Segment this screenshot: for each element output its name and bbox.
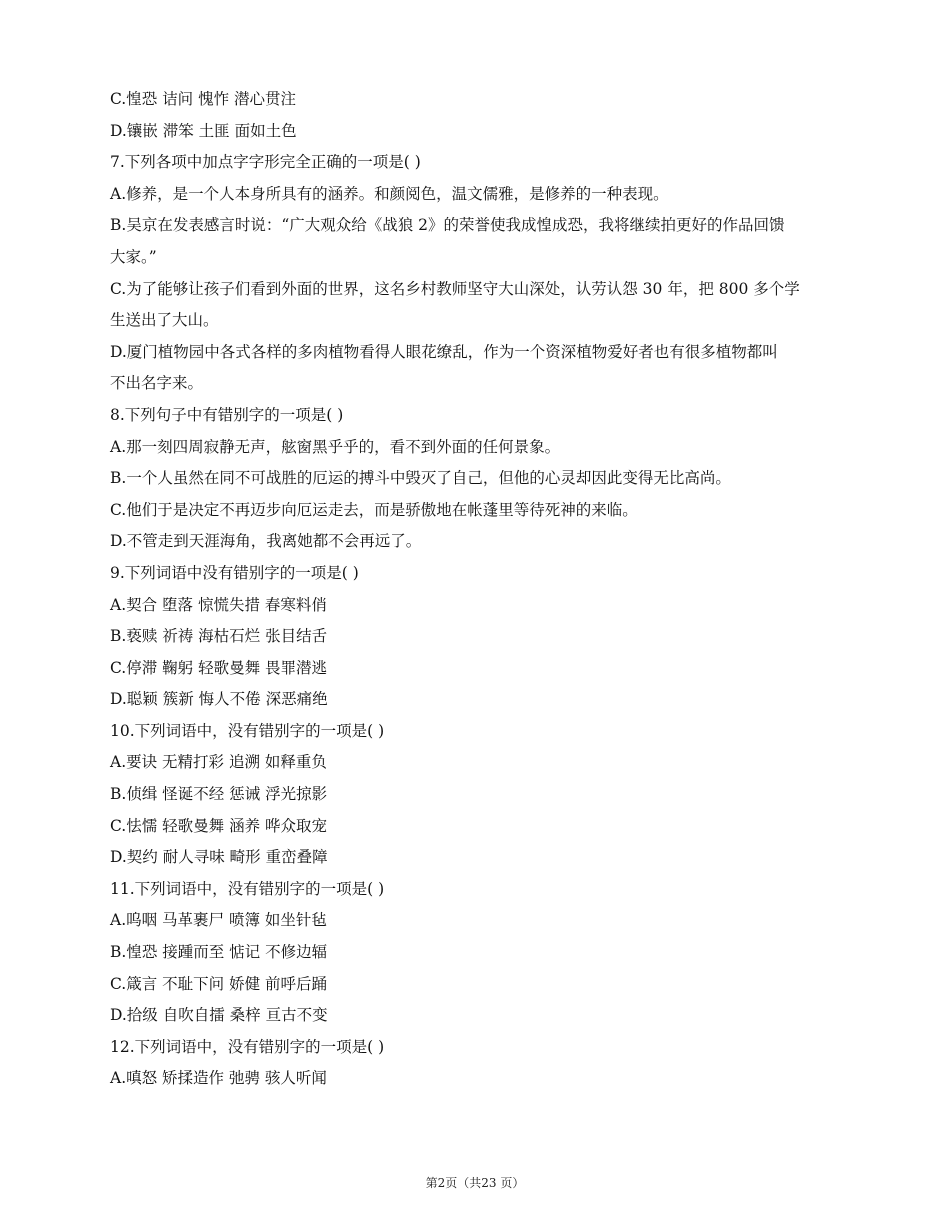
q12-option-a: A.嗔怒 矫揉造作 弛骋 骇人听闻 <box>110 1069 327 1088</box>
q10-option-b: B.侦缉 怪诞不经 惩诫 浮光掠影 <box>110 785 328 804</box>
q9-option-a: A.契合 堕落 惊慌失措 春寒料俏 <box>110 595 327 614</box>
q7-option-a: A.修养，是一个人本身所具有的涵养。和颜阅色，温文儒雅，是修养的一种表现。 <box>110 184 669 203</box>
q8-option-d: D.不管走到天涯海角，我离她都不会再远了。 <box>110 532 422 551</box>
question-12-stem: 12.下列词语中，没有错别字的一项是( ) <box>110 1037 385 1056</box>
q9-option-b: B.亵赎 祈祷 海枯石烂 张目结舌 <box>110 627 328 646</box>
question-content <box>110 84 830 1095</box>
q10-option-c: C.怯懦 轻歌曼舞 涵养 哗众取宠 <box>110 816 328 835</box>
q11-option-c: C.箴言 不耻下问 娇健 前呼后踊 <box>110 974 328 993</box>
question-8-stem: 8.下列句子中有错别字的一项是( ) <box>110 405 344 424</box>
q8-option-b: B.一个人虽然在同不可战胜的厄运的搏斗中毁灭了自己，但他的心灵却因此变得无比高尚。 <box>110 469 731 488</box>
question-11-stem: 11.下列词语中，没有错别字的一项是( ) <box>110 879 385 898</box>
q9-option-c: C.停滞 鞠躬 轻歌曼舞 畏罪潜逃 <box>110 658 328 677</box>
option-d-q6: D.镶嵌 滞笨 土匪 面如土色 <box>110 121 297 140</box>
q7-option-b-line1: B.吴京在发表感言时说：“广大观众给《战狼 2》的荣誉使我成惶成恐，我将继续拍更好的作品回馈 <box>110 216 785 235</box>
q9-option-d: D.聪颖 簇新 悔人不倦 深恶痛绝 <box>110 690 328 709</box>
q11-option-d: D.拾级 自吹自擂 桑梓 亘古不变 <box>110 1006 328 1025</box>
option-c-q6: C.惶恐 诘问 愧怍 潜心贯注 <box>110 90 297 108</box>
q8-option-a: A.那一刻四周寂静无声，舷窗黑乎乎的，看不到外面的任何景象。 <box>110 437 561 456</box>
q7-option-c-line1: C.为了能够让孩子们看到外面的世界，这名乡村教师坚守大山深处，认劳认怨 30 年，把 800 多个学 <box>110 279 800 298</box>
q11-option-a: A.呜咽 马革裹尸 喷簿 如坐针毡 <box>110 911 327 930</box>
q10-option-a: A.要诀 无精打彩 追溯 如释重负 <box>110 753 327 772</box>
q7-option-b-line2: 大家。” <box>110 247 157 266</box>
q10-option-d: D.契约 耐人寻味 畸形 重峦叠障 <box>110 848 328 867</box>
q8-option-c: C.他们于是决定不再迈步向厄运走去，而是骄傲地在帐蓬里等待死神的来临。 <box>110 500 638 519</box>
page-footer: 第2页（共23 页） <box>425 1176 525 1190</box>
question-9-stem: 9.下列词语中没有错别字的一项是( ) <box>110 563 359 582</box>
q7-option-d-line2: 不出名字来。 <box>110 374 204 393</box>
question-10-stem: 10.下列词语中，没有错别字的一项是( ) <box>110 721 385 740</box>
q11-option-b: B.惶恐 接踵而至 惦记 不修边辐 <box>110 943 328 962</box>
q7-option-d-line1: D.厦门植物园中各式各样的多肉植物看得人眼花缭乱，作为一个资深植物爱好者也有很多植物都叫 <box>110 342 778 361</box>
question-7-stem: 7.下列各项中加点字字形完全正确的一项是( ) <box>110 153 421 172</box>
q7-option-c-line2: 生送出了大山。 <box>110 311 219 330</box>
